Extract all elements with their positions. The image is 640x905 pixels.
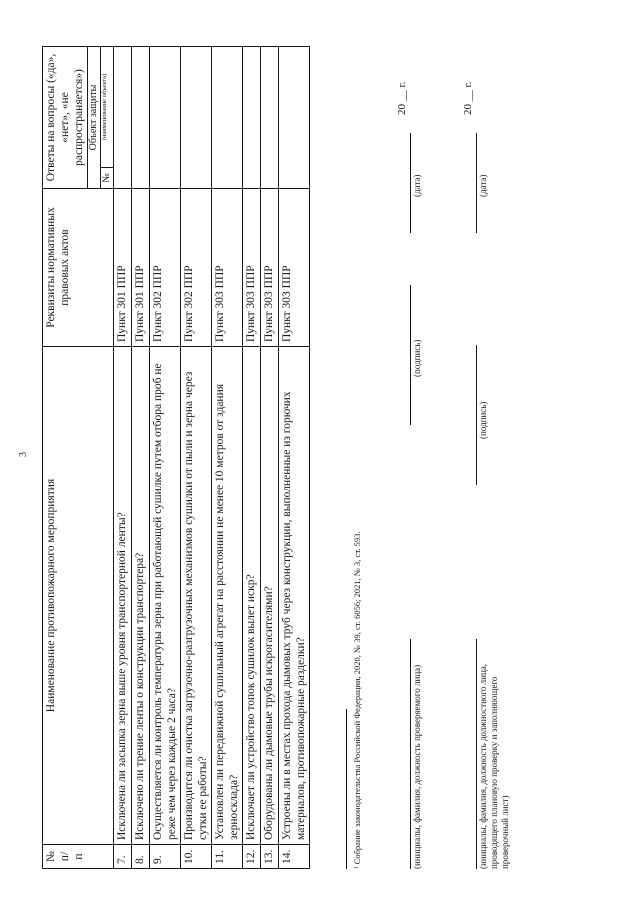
row-num: 11. — [212, 845, 243, 869]
row-act: Пункт 302 ППР — [150, 189, 181, 347]
row-answer — [212, 47, 243, 189]
row-act: Пункт 303 ППР — [212, 189, 243, 347]
inspector-caption: (инициалы, фамилия, должность должностного лица, проводящего плановую проверку и заполняющего проверочный лист) — [478, 663, 510, 869]
row-num: 9. — [150, 845, 181, 869]
row-answer — [181, 47, 212, 189]
row-text: Осуществляется ли контроль температуры зерна при работающей сушилке путем отбора проб не реже чем через каждые 2 часа? — [150, 347, 181, 845]
header-object — [88, 47, 114, 189]
table-row — [114, 47, 132, 869]
table-header-row — [43, 47, 88, 869]
inspected-caption: (инициалы, фамилия, должность проверяемого лица) — [412, 664, 422, 869]
row-act: Пункт 301 ППР — [114, 189, 132, 347]
footnote: ¹ Собрание законодательства Российской Федерации, 2020, № 39, ст. 6056; 2021, № 3, ст. 593. — [352, 531, 362, 869]
table-row — [132, 47, 150, 869]
row-num: 14. — [279, 845, 310, 869]
header-acts: Реквизиты нормативных правовых актов — [43, 189, 114, 347]
row-act: Пункт 302 ППР — [181, 189, 212, 347]
table-row — [150, 47, 181, 869]
inspected-sign-line — [410, 285, 411, 425]
inspector-date-line — [476, 133, 477, 233]
table-row — [279, 47, 310, 869]
inspector-year: 20 __ г. — [462, 81, 474, 115]
header-num: № п/п — [43, 845, 114, 869]
row-answer — [132, 47, 150, 189]
inspected-date-caption: (дата) — [412, 174, 422, 197]
inspector-date-caption: (дата) — [478, 174, 488, 197]
row-text: Производится ли очистка загрузочно-разгрузочных механизмов сушилки от пыли и зерна через сутки ее работы? — [181, 347, 212, 845]
row-act: Пункт 303 ППР — [261, 189, 279, 347]
row-text: Установлен ли передвижной сушильный агрегат на расстоянии не менее 10 метров от здания зерносклада? — [212, 347, 243, 845]
header-measure: Наименование противопожарного мероприятия — [43, 347, 114, 845]
row-num: 10. — [181, 845, 212, 869]
row-answer — [261, 47, 279, 189]
row-answer — [279, 47, 310, 189]
row-num: 7. — [114, 845, 132, 869]
inspected-sign-caption: (подпись) — [412, 339, 422, 377]
table-row — [243, 47, 261, 869]
footnote-rule — [346, 709, 347, 869]
table-row — [181, 47, 212, 869]
row-answer — [114, 47, 132, 189]
inspector-name-line — [476, 639, 477, 869]
inspector-sign-caption: (подпись) — [478, 401, 488, 439]
row-text: Оборудованы ли дымовые трубы искрогасителями? — [261, 347, 279, 845]
inspected-year: 20 __ г. — [396, 81, 408, 115]
header-object-name: (наименование объекта) — [101, 73, 108, 141]
row-act: Пункт 303 ППР — [279, 189, 310, 347]
header-object-label: Объект защиты — [88, 47, 101, 188]
page-number: 3 — [18, 452, 29, 457]
row-act: Пункт 301 ППР — [132, 189, 150, 347]
header-answers: Ответы на вопросы («да», «нет», «не распространяется») — [43, 47, 88, 189]
row-act: Пункт 303 ППР — [243, 189, 261, 347]
checklist-body — [114, 47, 310, 869]
table-row — [212, 47, 243, 869]
row-num: 13. — [261, 845, 279, 869]
row-answer — [243, 47, 261, 189]
inspected-name-line — [410, 639, 411, 869]
inspected-date-line — [410, 133, 411, 233]
row-num: 8. — [132, 845, 150, 869]
table-row — [261, 47, 279, 869]
row-text: Устроены ли в местах прохода дымовых труб через конструкции, выполненные из горючих материалов, противопожарные разделки? — [279, 347, 310, 845]
header-object-no: № — [101, 167, 113, 188]
row-answer — [150, 47, 181, 189]
checklist-table — [42, 46, 310, 869]
row-text: Исключает ли устройство топок сушилок вылет искр? — [243, 347, 261, 845]
row-text: Исключено ли трение ленты о конструкции транспортера? — [132, 347, 150, 845]
row-text: Исключена ли засыпка зерна выше уровня транспортерной ленты? — [114, 347, 132, 845]
inspector-sign-line — [476, 345, 477, 485]
row-num: 12. — [243, 845, 261, 869]
